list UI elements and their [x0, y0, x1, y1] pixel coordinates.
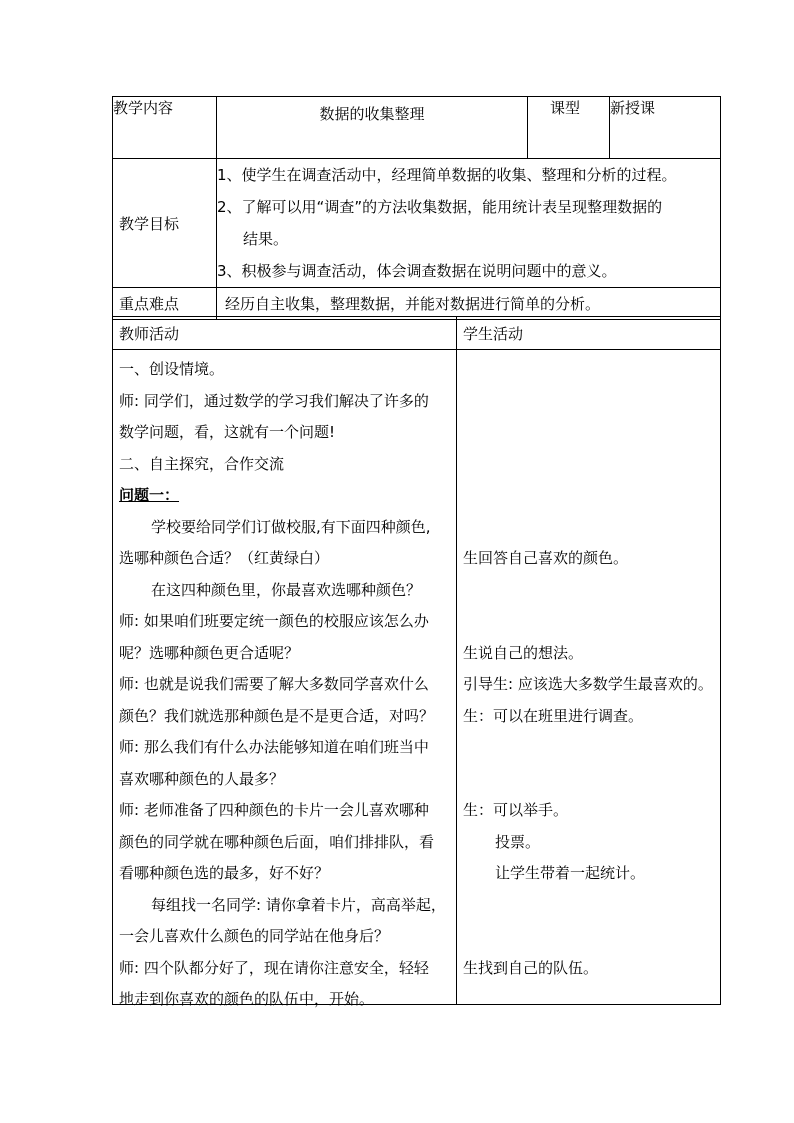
- key-points-label: 重点难点: [113, 288, 217, 320]
- student-line: 生回答自己喜欢的颜色。: [463, 549, 629, 567]
- content-label: 教学内容: [113, 97, 217, 159]
- goals-row: [113, 159, 721, 288]
- teacher-activity-header: 教师活动: [113, 317, 457, 350]
- teacher-line: 选哪种颜色合适？（红黄绿白）: [119, 549, 330, 567]
- activities-body-row: [113, 350, 721, 1005]
- student-line: 生说自己的想法。: [463, 644, 584, 662]
- lesson-title: 数据的收集整理: [319, 105, 425, 123]
- teacher-line: 地走到你喜欢的颜色的队伍中，开始。: [119, 990, 375, 1008]
- goal-line-3: 结果。: [243, 230, 289, 248]
- lesson-info-table: [112, 96, 721, 320]
- activities-header-row: [113, 317, 721, 350]
- goal-line-4: 3、积极参与调查活动，体会调查数据在说明问题中的意义。: [217, 262, 617, 280]
- student-line: 让学生带着一起统计。: [495, 864, 646, 882]
- lesson-title-cell: [217, 97, 528, 159]
- student-line: 引导生: 应该选大多数学生最喜欢的。: [463, 675, 713, 693]
- teacher-line: 看哪种颜色选的最多，好不好？: [119, 864, 330, 882]
- teacher-line: 师: 如果咱们班要定统一颜色的校服应该怎么办: [119, 612, 429, 630]
- teacher-line: 一、创设情境。: [119, 360, 225, 378]
- teacher-line: 师: 也就是说我们需要了解大多数同学喜欢什么: [119, 675, 429, 693]
- question-heading: 问题一：: [119, 486, 180, 504]
- student-activity-column: [457, 350, 720, 1004]
- teacher-line: 数学问题，看，这就有一个问题!: [119, 423, 336, 441]
- teacher-line: 颜色？我们就选那种颜色是不是更合适，对吗？: [119, 707, 435, 725]
- activities-table: [112, 316, 721, 1008]
- teacher-line: 师: 四个队都分好了，现在请你注意安全，轻轻: [119, 959, 429, 977]
- student-line: 投票。: [495, 833, 541, 851]
- teacher-line: 喜欢哪种颜色的人最多？: [119, 770, 285, 788]
- teacher-line: 在这四种颜色里，你最喜欢选哪种颜色？: [151, 581, 422, 599]
- teacher-activity-column: [113, 350, 456, 1008]
- student-line: 生找到自己的队伍。: [463, 959, 599, 977]
- key-points-row: [113, 288, 721, 320]
- goal-line-1: 1、使学生在调查活动中，经理简单数据的收集、整理和分析的过程。: [217, 166, 677, 184]
- goals-label: 教学目标: [113, 159, 217, 288]
- goals-cell: [217, 159, 721, 288]
- teacher-line: 呢？选哪种颜色更合适呢？: [119, 644, 300, 662]
- title-row: [113, 97, 721, 159]
- teacher-line: 师: 老师准备了四种颜色的卡片一会儿喜欢哪种: [119, 801, 429, 819]
- teacher-line: 二、自主探究，合作交流: [119, 455, 285, 473]
- student-line: 生：可以举手。: [463, 801, 569, 819]
- type-value: 新授课: [610, 97, 721, 159]
- student-activity-header: 学生活动: [457, 317, 721, 350]
- teacher-line: 学校要给同学们订做校服,有下面四种颜色,: [151, 518, 431, 536]
- goal-line-2: 2、了解可以用“调查”的方法收集数据，能用统计表呈现整理数据的: [217, 198, 663, 216]
- student-activity-cell: [457, 350, 721, 1005]
- teacher-line: 颜色的同学就在哪种颜色后面，咱们排排队，看: [119, 833, 435, 851]
- teacher-line: 每组找一名同学: 请你拿着卡片，高高举起，: [151, 896, 446, 914]
- teacher-activity-cell: [113, 350, 457, 1008]
- type-label: 课型: [528, 97, 610, 159]
- teacher-line: 师: 同学们，通过数学的学习我们解决了许多的: [119, 392, 429, 410]
- student-line: 生：可以在班里进行调查。: [463, 707, 644, 725]
- key-points-text: 经历自主收集，整理数据，并能对数据进行简单的分析。: [217, 288, 721, 320]
- teacher-line: 一会儿喜欢什么颜色的同学站在他身后？: [119, 927, 390, 945]
- teacher-line: 师: 那么我们有什么办法能够知道在咱们班当中: [119, 738, 429, 756]
